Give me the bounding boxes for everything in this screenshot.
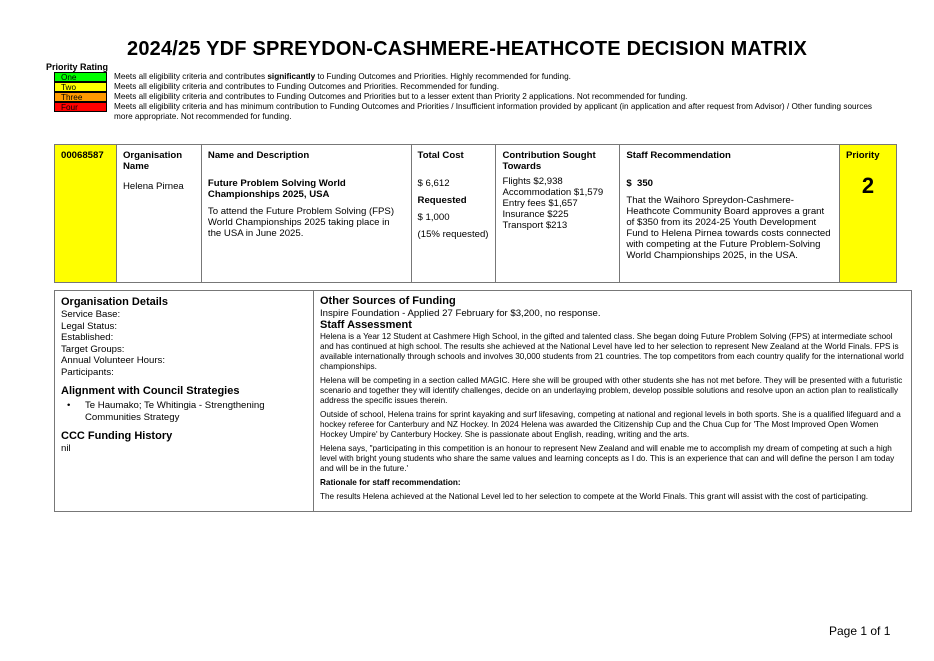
assessment-paragraph: Helena is a Year 12 Student at Cashmere High School, in the gifted and talented class. She began doing Future Problem Solving (FPS) at intermediate school and has continued at high school. The results she achieved at the National Level have led to her selection to represent New Zealand at the World Finals. FPS is available internationally through schools and involves 30,000 students from 21 countries. The top competitors from each country qualify for the international world championships.	[320, 332, 904, 371]
alignment-heading: Alignment with Council Strategies	[61, 385, 240, 397]
legend-description: Meets all eligibility criteria and contributes significantly to Funding Outcomes and Priorities. Highly recommended for funding.	[114, 72, 571, 81]
legend-description: Meets all eligibility criteria and has minimum contribution to Funding Outcomes and Priorities / Insufficient information provided by applicant (in application and after request from Advisor) / Other funding sources more appropriate. Not recommended for funding.	[114, 102, 873, 121]
detail-field: Service Base:	[61, 309, 121, 320]
assessment-panel	[314, 291, 911, 511]
legend-description: Meets all eligibility criteria and contributes to Funding Outcomes and Priorities. Recommended for funding.	[114, 82, 500, 91]
total-cost: $ 6,612	[417, 178, 450, 189]
details-section	[54, 290, 912, 512]
requested-amount: $ 1,000	[417, 212, 450, 223]
organisation-cell	[116, 145, 201, 283]
contribution-item: Accommodation $1,579	[502, 187, 604, 198]
detail-field: Annual Volunteer Hours:	[61, 355, 165, 366]
staff-assessment-heading: Staff Assessment	[320, 319, 412, 331]
priority-legend-title: Priority Rating	[46, 62, 109, 72]
name-description-header: Name and Description	[207, 150, 310, 161]
application-id: 00068587	[61, 150, 104, 161]
staff-recommendation-header: Staff Recommendation	[626, 150, 731, 161]
legend-swatch: Two	[54, 82, 107, 92]
priority-value: 2	[861, 173, 875, 198]
application-id-cell	[55, 145, 117, 283]
contribution-header: Contribution Sought Towards	[502, 150, 596, 172]
organisation-details-heading: Organisation Details	[61, 296, 168, 308]
contribution-item: Flights $2,938	[502, 176, 563, 187]
contribution-item: Entry fees $1,657	[502, 198, 578, 209]
alignment-item: • Te Haumako; Te Whitingia - Strengthening Communities Strategy	[67, 400, 265, 423]
organisation-header: Organisation Name	[122, 150, 183, 172]
project-title: Future Problem Solving World Championships 2025, USA	[207, 178, 346, 200]
project-description: To attend the Future Problem Solving (FPS) World Championships 2025 taking place in the USA in June 2025.	[207, 206, 395, 239]
assessment-paragraph: Outside of school, Helena trains for sprint kayaking and surf lifesaving, competing at national and regional levels in both sports. She is a qualified lifeguard and a hockey referee for Canterbury and NZ Hockey. In 2024 Helena was awarded the Citizenship Cup and the Chua Cup for 'The Most Improved Open Women Hockey Umpire' by Canterbury Hockey. She is passionate about English, reading, writing and the arts.	[320, 410, 901, 439]
priority-header: Priority	[845, 150, 880, 161]
detail-field: Target Groups:	[61, 343, 125, 355]
decision-matrix-table	[54, 144, 897, 283]
priority-legend	[54, 72, 874, 122]
requested-percentage: (15% requested)	[417, 229, 489, 240]
page-title: 2024/25 YDF SPREYDON-CASHMERE-HEATHCOTE DECISION MATRIX	[127, 38, 807, 60]
other-sources-text: Inspire Foundation - Applied 27 February for $3,200, no response.	[320, 308, 601, 319]
rationale-text: The results Helena achieved at the National Level led to her selection to compete at the World Finals. This grant will assist with the cost of participating.	[320, 492, 869, 501]
other-sources-heading: Other Sources of Funding	[320, 295, 456, 307]
bullet-icon: •	[67, 400, 71, 411]
cost-cell	[411, 145, 496, 283]
assessment-paragraph: Helena will be competing in a section called MAGIC. Here she will be grouped with other students she has not met before. They will be presented with a futuristic scenario and together they will identify challenges, decide on an underlaying problem, develop possible solutions and resolve upon an action plan to realistically address the specific issues therein.	[320, 376, 903, 405]
funding-history-heading: CCC Funding History	[61, 430, 173, 442]
contribution-cell	[496, 145, 620, 283]
legend-row-four	[54, 102, 874, 122]
legend-row-two	[54, 82, 874, 92]
legend-swatch: One	[54, 72, 107, 82]
contribution-item: Insurance $225	[502, 209, 569, 220]
rationale-heading: Rationale for staff recommendation:	[320, 478, 461, 487]
detail-field: Legal Status:	[61, 320, 118, 332]
detail-field: Participants:	[61, 366, 114, 378]
detail-field: Established:	[61, 332, 114, 343]
priority-cell	[839, 145, 896, 283]
staff-recommendation-cell	[620, 145, 840, 283]
legend-swatch: Three	[54, 92, 107, 102]
page-number: Page 1 of 1	[829, 624, 891, 638]
contribution-item: Transport $213	[502, 220, 568, 231]
legend-description: Meets all eligibility criteria and contributes to Funding Outcomes and Priorities but to a lesser extent than Priority 2 applications. Not recommended for funding.	[114, 92, 688, 101]
organisation-details-panel	[55, 291, 314, 511]
assessment-paragraph: Helena says, "participating in this competition is an honour to represent New Zealand and will enable me to accomplish my dream of competing at such a high level with bright young students who share the same values and learning concepts as I do. This is an experience that can and will define the person I am today and will be in the future.'	[320, 444, 895, 473]
requested-label: Requested	[417, 195, 467, 206]
name-description-cell	[201, 145, 411, 283]
funding-history-value: nil	[61, 443, 71, 454]
organisation-name: Helena Pirnea	[122, 181, 184, 192]
staff-recommendation-text: That the Waihoro Spreydon-Cashmere-Heathcote Community Board approves a grant of $350 from its 2024-25 Youth Development Fund to Helena Pirnea towards costs connected with competing at the Future Problem-Solving World Championships 2025, in the USA.	[626, 195, 831, 261]
total-cost-header: Total Cost	[417, 150, 464, 161]
legend-row-one	[54, 72, 874, 82]
matrix-row	[55, 145, 897, 283]
recommended-amount: $ 350	[626, 178, 654, 189]
legend-swatch: Four	[54, 102, 107, 112]
legend-row-three	[54, 92, 874, 102]
